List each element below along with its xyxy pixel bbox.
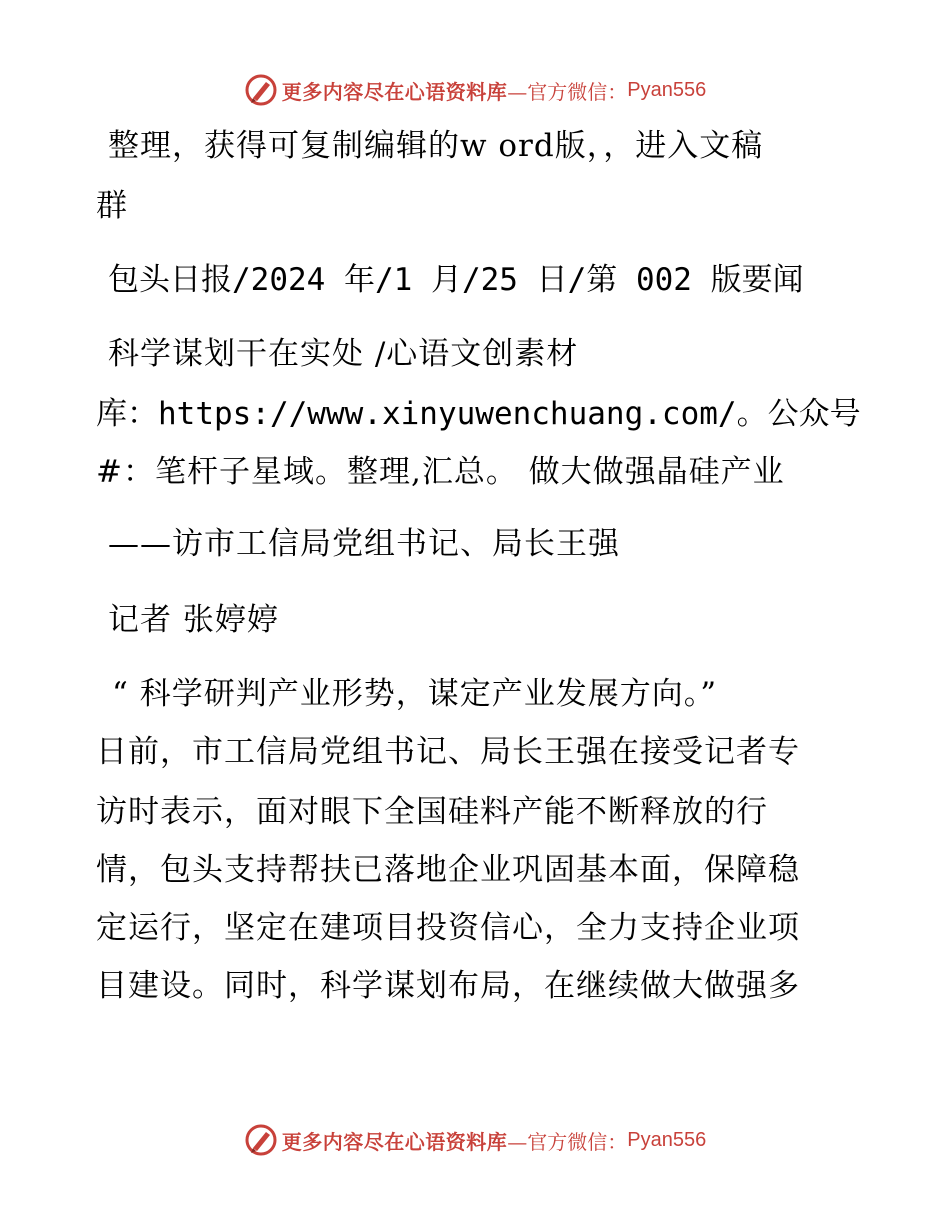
header-banner — [0, 70, 950, 110]
body-line-1: 整理，获得可复制编辑的w ord版，，进入文稿 — [108, 128, 764, 164]
body-line-10: 日前，市工信局党组书记、局长王强在接受记者专 — [96, 734, 800, 770]
body-line-3: 包头日报/2024 年/1 月/25 日/第 002 版要闻 — [108, 262, 804, 298]
pen-logo-icon — [244, 73, 278, 107]
header-brand-text: 更多内容尽在心语资料库 — [281, 79, 508, 104]
body-line-11: 访时表示，面对眼下全国硅料产能不断释放的行 — [96, 794, 768, 830]
body-line-9: “ 科学研判产业形势，谋定产业发展方向。” — [112, 676, 718, 712]
footer-account-id: Pyan556 — [627, 1128, 707, 1151]
body-line-2: 群 — [96, 188, 128, 224]
body-line-13: 定运行，坚定在建项目投资信心，全力支持企业项 — [96, 910, 800, 946]
footer-brand-text: 更多内容尽在心语资料库 — [281, 1129, 508, 1154]
body-line-14: 目建设。同时，科学谋划布局，在继续做大做强多 — [96, 968, 800, 1004]
body-line-4: 科学谋划干在实处 /心语文创素材 — [108, 336, 579, 372]
footer-official-label: —官方微信： — [507, 1129, 628, 1154]
header-account-id: Pyan556 — [627, 78, 707, 101]
pen-logo-icon — [244, 1123, 278, 1157]
body-line-12: 情，包头支持帮扶已落地企业巩固基本面，保障稳 — [96, 852, 800, 888]
header-official-label: —官方微信： — [507, 79, 628, 104]
body-line-7: ——访市工信局党组书记、局长王强 — [108, 526, 620, 562]
body-line-5: 库：https://www.xinyuwenchuang.com/。公众号 — [96, 396, 861, 432]
body-line-8: 记者 张婷婷 — [108, 602, 279, 638]
footer-banner — [0, 1120, 950, 1160]
body-line-6: #：笔杆子星域。整理,汇总。 做大做强晶硅产业 — [96, 454, 785, 490]
